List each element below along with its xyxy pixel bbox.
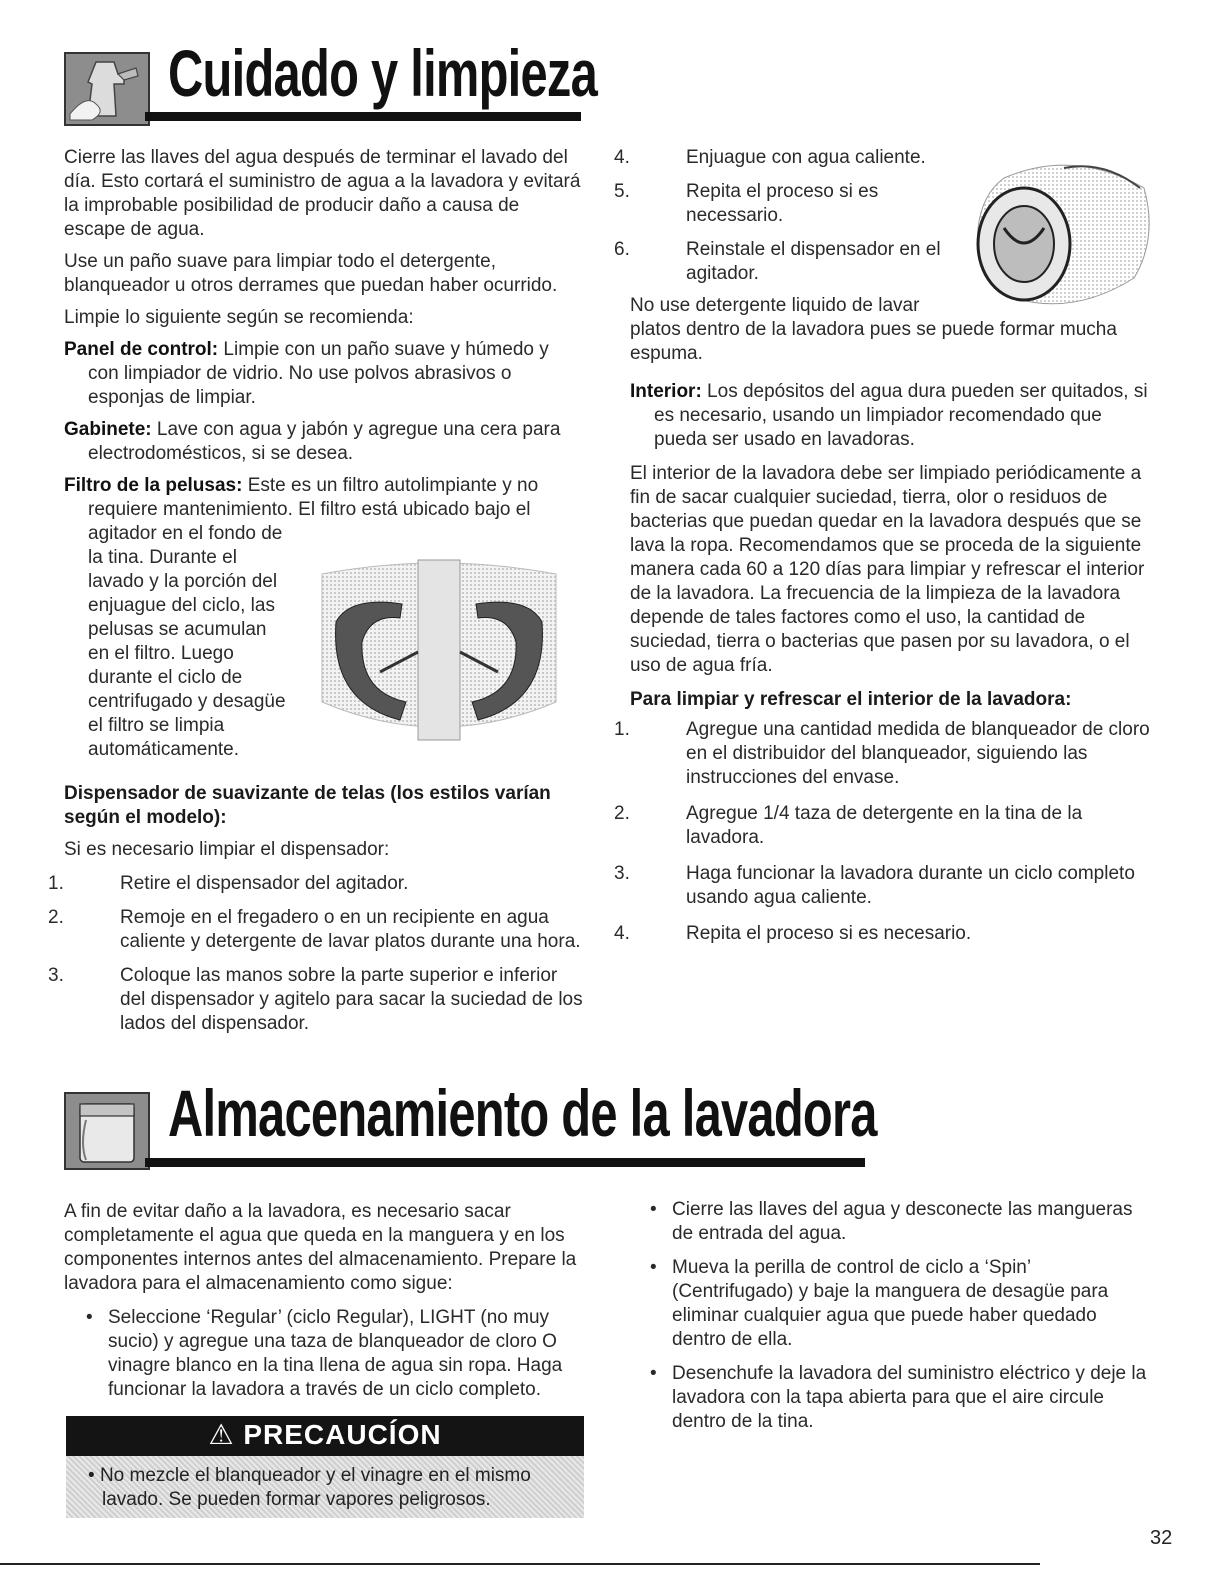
refresh-heading: Para limpiar y refrescar el interior de la lavadora:	[630, 689, 1072, 710]
filter-line: automáticamente.	[88, 739, 240, 760]
dispenser-step	[48, 872, 584, 896]
bullet: •	[650, 1363, 657, 1384]
step-text: Reinstale el dispensador en el agitador.	[686, 239, 941, 284]
footer-rule	[0, 1563, 1040, 1565]
step-text: Coloque las manos sobre la parte superior e inferior del dispensador y agitelo para sacar la suciedad de los lados del dispensador.	[120, 965, 583, 1034]
filter-line: durante el ciclo de	[88, 667, 243, 688]
dispenser-step	[614, 238, 986, 286]
caution-box	[66, 1456, 584, 1518]
storage-bullet	[628, 1198, 1148, 1246]
step-text: Agregue 1/4 taza de detergente en la tina de la lavadora.	[686, 803, 1083, 848]
storage-left-column	[64, 1200, 586, 1402]
item-lint-filter	[64, 474, 584, 522]
term-lint-filter: Filtro de la pelusas:	[64, 475, 243, 496]
step-text: Enjuague con agua caliente.	[686, 147, 926, 168]
caution-title: PRECAUCÍON	[243, 1419, 442, 1450]
storage-bullet	[628, 1256, 1148, 1352]
text-cabinet: Lave con agua y jabón y agregue una cera para electrodomésticos, si se desea.	[88, 419, 561, 464]
item-interior	[630, 380, 1150, 452]
step-number: 5.	[614, 181, 630, 202]
step-number: 2.	[614, 803, 630, 824]
filter-line: lavado y la porción del	[88, 571, 278, 592]
refresh-step	[614, 922, 1150, 946]
filter-line: la tina. Durante el	[88, 547, 237, 568]
storage-right-column	[628, 1198, 1148, 1434]
refresh-step	[614, 718, 1150, 790]
filter-line: agitador en el fondo de	[88, 523, 283, 544]
washer-icon	[64, 1092, 150, 1170]
step-text: Agregue una cantidad medida de blanqueador de cloro en el distribuidor del blanqueador, siguiendo las instrucciones del envase.	[686, 719, 1150, 788]
title-underline	[145, 112, 581, 121]
paragraph-interior-cleaning: El interior de la lavadora debe ser limpiado periódicamente a fin de sacar cualquier suciedad, tierra, olor o residuos de bacterias que puedan quedar en la lavadora después que se lava la ropa. Recomendamos que se proceda de la siguiente manera cada 60 a 120 días para limpiar y refrescar el interior de la lavadora. La frecuencia de la limpieza de la lavadora depende de tales factores como el uso, la cantidad de suciedad, tierra o bacterias que pasen por su lavadora, o el uso de agua fría.	[630, 463, 1145, 676]
step-text: Haga funcionar la lavadora durante un ciclo completo usando agua caliente.	[686, 863, 1135, 908]
section-title: Almacenamiento de la lavadora	[168, 1076, 877, 1150]
step-number: 6.	[614, 239, 630, 260]
title-underline	[145, 1158, 865, 1167]
step-number: 2.	[48, 907, 64, 928]
bullet: •	[650, 1257, 657, 1278]
bullet: •	[650, 1199, 657, 1220]
caution-header	[66, 1416, 584, 1456]
paragraph-clean-following: Limpie lo siguiente según se recomienda:	[64, 307, 414, 328]
dispenser-step	[614, 146, 986, 170]
warning-line-rest: platos dentro de la lavadora pues se puede formar mucha espuma.	[630, 319, 1117, 364]
warning-triangle-icon: ⚠	[208, 1419, 235, 1450]
dispenser-step	[48, 964, 584, 1036]
lint-filter-illustration	[310, 552, 568, 748]
filter-line: pelusas se acumulan	[88, 619, 267, 640]
term-cabinet: Gabinete:	[64, 419, 152, 440]
dispenser-illustration	[944, 148, 1156, 316]
refresh-step	[614, 862, 1150, 910]
storage-intro: A fin de evitar daño a la lavadora, es necesario sacar completamente el agua que queda en la manguera y en los componentes internos antes del almacenamiento. Prepare la lavadora para el almacenamiento como sigue:	[64, 1201, 577, 1294]
dispenser-step	[48, 906, 584, 954]
item-control-panel	[64, 338, 584, 410]
step-text: Remoje en el fregadero o en un recipiente en agua caliente y detergente de lavar platos durante una hora.	[120, 907, 581, 952]
filter-line: el filtro se limpia	[88, 715, 225, 736]
filter-line: en el filtro. Luego	[88, 643, 234, 664]
step-number: 1.	[48, 873, 64, 894]
bullet-text: Desenchufe la lavadora del suministro eléctrico y deje la lavadora con la tapa abierta para que el aire circule dentro de la tina.	[672, 1363, 1147, 1432]
caution-message: No mezcle el blanqueador y el vinagre en el mismo lavado. Se pueden formar vapores peligrosos.	[99, 1465, 531, 1510]
step-number: 4.	[614, 147, 630, 168]
warning-line-1: No use detergente liquido de lavar	[630, 295, 920, 316]
paragraph-water-valves: Cierre las llaves del agua después de terminar el lavado del día. Esto cortará el suministro de agua a la lavadora y evitará la improbable posibilidad de producir daño a causa de escape de agua.	[64, 147, 581, 240]
text-interior: Los depósitos del agua dura pueden ser quitados, si es necesario, usando un limpiador recomendado que pueda ser usado en lavadoras.	[654, 381, 1148, 450]
dispenser-step	[614, 180, 956, 228]
storage-bullet	[628, 1362, 1148, 1434]
filter-line: enjuague del ciclo, las	[88, 595, 275, 616]
step-text: Retire el dispensador del agitador.	[120, 873, 409, 894]
filter-line: centrifugado y desagüe	[88, 691, 286, 712]
bullet-text: Cierre las llaves del agua y desconecte las mangueras de entrada del agua.	[672, 1199, 1133, 1244]
bullet-text: Seleccione ‘Regular’ (ciclo Regular), LIGHT (no muy sucio) y agregue una taza de blanqueador de cloro O vinagre blanco en la tina llena de agua sin ropa. Haga funcionar la lavadora a través de un ciclo completo.	[108, 1307, 563, 1400]
step-number: 3.	[614, 863, 630, 884]
page-title: Cuidado y limpieza	[168, 36, 598, 110]
step-text: Repita el proceso si es necesario.	[686, 923, 972, 944]
page-number: 32	[1150, 1527, 1173, 1549]
step-number: 1.	[614, 719, 630, 740]
bullet-text: Mueva la perilla de control de ciclo a ‘Spin’ (Centrifugado) y baje la manguera de desagüe para eliminar cualquier agua que puede haber quedado dentro de ella.	[672, 1257, 1109, 1350]
text-control-panel: Limpie con un paño suave y húmedo y con limpiador de vidrio. No use polvos abrasivos o esponjas de limpiar.	[88, 339, 549, 408]
step-text: Repita el proceso si es necessario.	[686, 181, 879, 226]
text-lint-filter: Este es un filtro autolimpiante y no requiere mantenimiento. El filtro está ubicado bajo el	[88, 475, 539, 520]
item-cabinet	[64, 418, 584, 466]
term-control-panel: Panel de control:	[64, 339, 219, 360]
paragraph-soft-cloth: Use un paño suave para limpiar todo el detergente, blanqueador u otros derrames que puedan haber ocurrido.	[64, 251, 558, 296]
storage-bullet	[64, 1306, 586, 1402]
dispenser-intro: Si es necesario limpiar el dispensador:	[64, 839, 390, 860]
cleaning-spray-icon	[64, 52, 150, 126]
step-number: 3.	[48, 965, 64, 986]
step-number: 4.	[614, 923, 630, 944]
bullet: •	[88, 1465, 95, 1486]
refresh-step	[614, 802, 1150, 850]
term-interior: Interior:	[630, 381, 702, 402]
caution-text	[66, 1456, 584, 1512]
bullet: •	[86, 1307, 93, 1328]
dispenser-heading: Dispensador de suavizante de telas (los estilos varían según el modelo):	[64, 783, 551, 828]
